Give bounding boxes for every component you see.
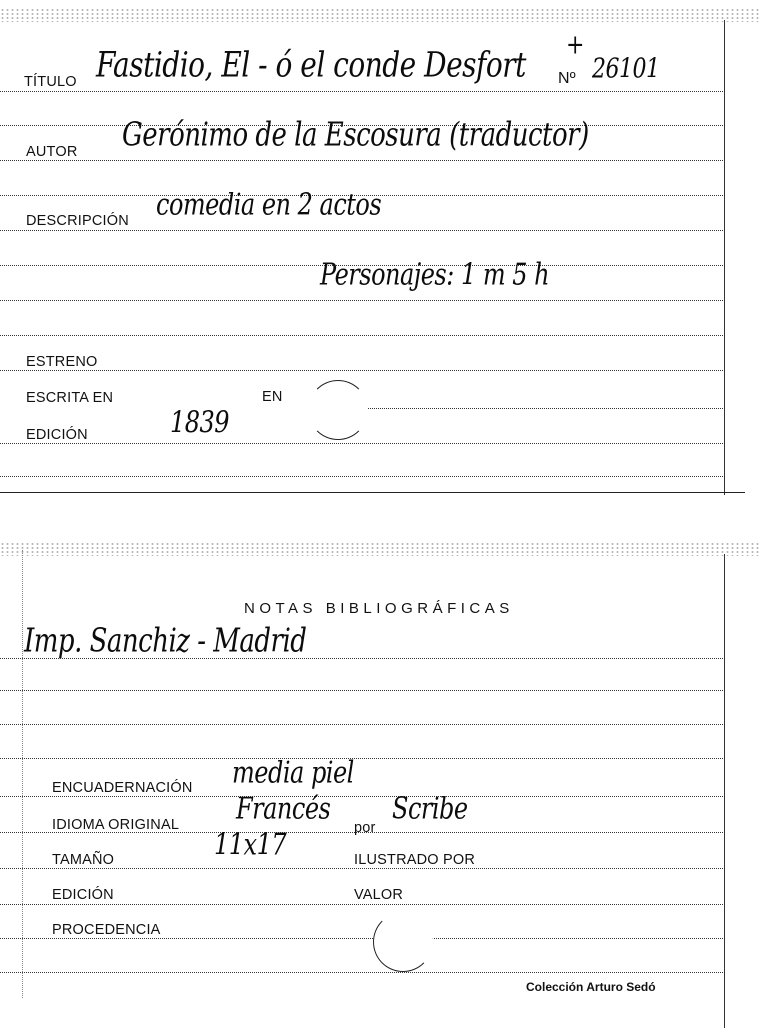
card-separator — [0, 492, 745, 493]
en-label: EN — [262, 389, 283, 405]
card-border-left — [22, 550, 23, 998]
edicion-value: 1839 — [170, 405, 230, 440]
por-label: por — [354, 820, 376, 836]
rule-line — [0, 91, 725, 92]
rule-line — [0, 230, 725, 231]
titulo-value: Fastidio, El - ó el conde Desfort — [96, 43, 526, 85]
rule-line — [0, 938, 725, 939]
card-border-right — [724, 554, 725, 1028]
scanned-edge-noise — [0, 8, 759, 22]
catalog-card-front — [0, 0, 759, 495]
tamano-label: TAMAÑO — [52, 852, 115, 868]
estreno-label: ESTRENO — [26, 354, 98, 370]
encuadernacion-label: ENCUADERNACIÓN — [52, 780, 193, 796]
scanned-edge-noise — [0, 542, 759, 556]
rule-line — [0, 443, 725, 444]
autor-label: AUTOR — [26, 144, 78, 160]
personajes-value: Personajes: 1 m 5 h — [320, 257, 550, 292]
catalog-card-back — [0, 540, 759, 1028]
rule-line — [0, 868, 725, 869]
notas-value: Imp. Sanchiz - Madrid — [24, 622, 307, 660]
idioma-label: IDIOMA ORIGINAL — [52, 817, 180, 833]
rule-line — [0, 335, 725, 336]
edicion-label: EDICIÓN — [26, 427, 88, 443]
collection-credit: Colección Arturo Sedó — [526, 980, 656, 994]
rule-line — [0, 724, 725, 725]
tamano-value: 11x17 — [214, 827, 287, 862]
rule-line — [0, 370, 725, 371]
encuadernacion-value: media piel — [232, 755, 354, 790]
rule-line — [0, 476, 725, 477]
punch-hole — [308, 380, 368, 440]
valor-label: VALOR — [354, 887, 404, 903]
numero-value: 26101 — [592, 53, 660, 85]
descripcion-value: comedia en 2 actos — [156, 187, 382, 222]
rule-line — [310, 408, 725, 409]
rule-line — [0, 758, 725, 759]
notas-bibliograficas-heading: NOTAS BIBLIOGRÁFICAS — [244, 600, 514, 617]
rule-line — [0, 904, 725, 905]
edicion-label: EDICIÓN — [52, 887, 114, 903]
autor-value: Gerónimo de la Escosura (traductor) — [122, 116, 589, 154]
titulo-label: TÍTULO — [24, 74, 77, 90]
numero-label: Nº — [558, 70, 576, 87]
idioma-value: Francés — [236, 791, 331, 826]
rule-line — [0, 690, 725, 691]
ilustrado-label: ILUSTRADO POR — [354, 852, 476, 868]
rule-line — [0, 972, 725, 973]
punch-hole — [373, 912, 433, 972]
rule-line — [0, 160, 725, 161]
cross-mark: + — [566, 29, 584, 61]
descripcion-label: DESCRIPCIÓN — [26, 213, 129, 229]
procedencia-label: PROCEDENCIA — [52, 922, 161, 938]
rule-line — [0, 796, 725, 797]
escrita-en-label: ESCRITA EN — [26, 390, 114, 406]
rule-line — [0, 658, 725, 659]
por-value: Scribe — [392, 791, 468, 826]
rule-line — [0, 300, 725, 301]
